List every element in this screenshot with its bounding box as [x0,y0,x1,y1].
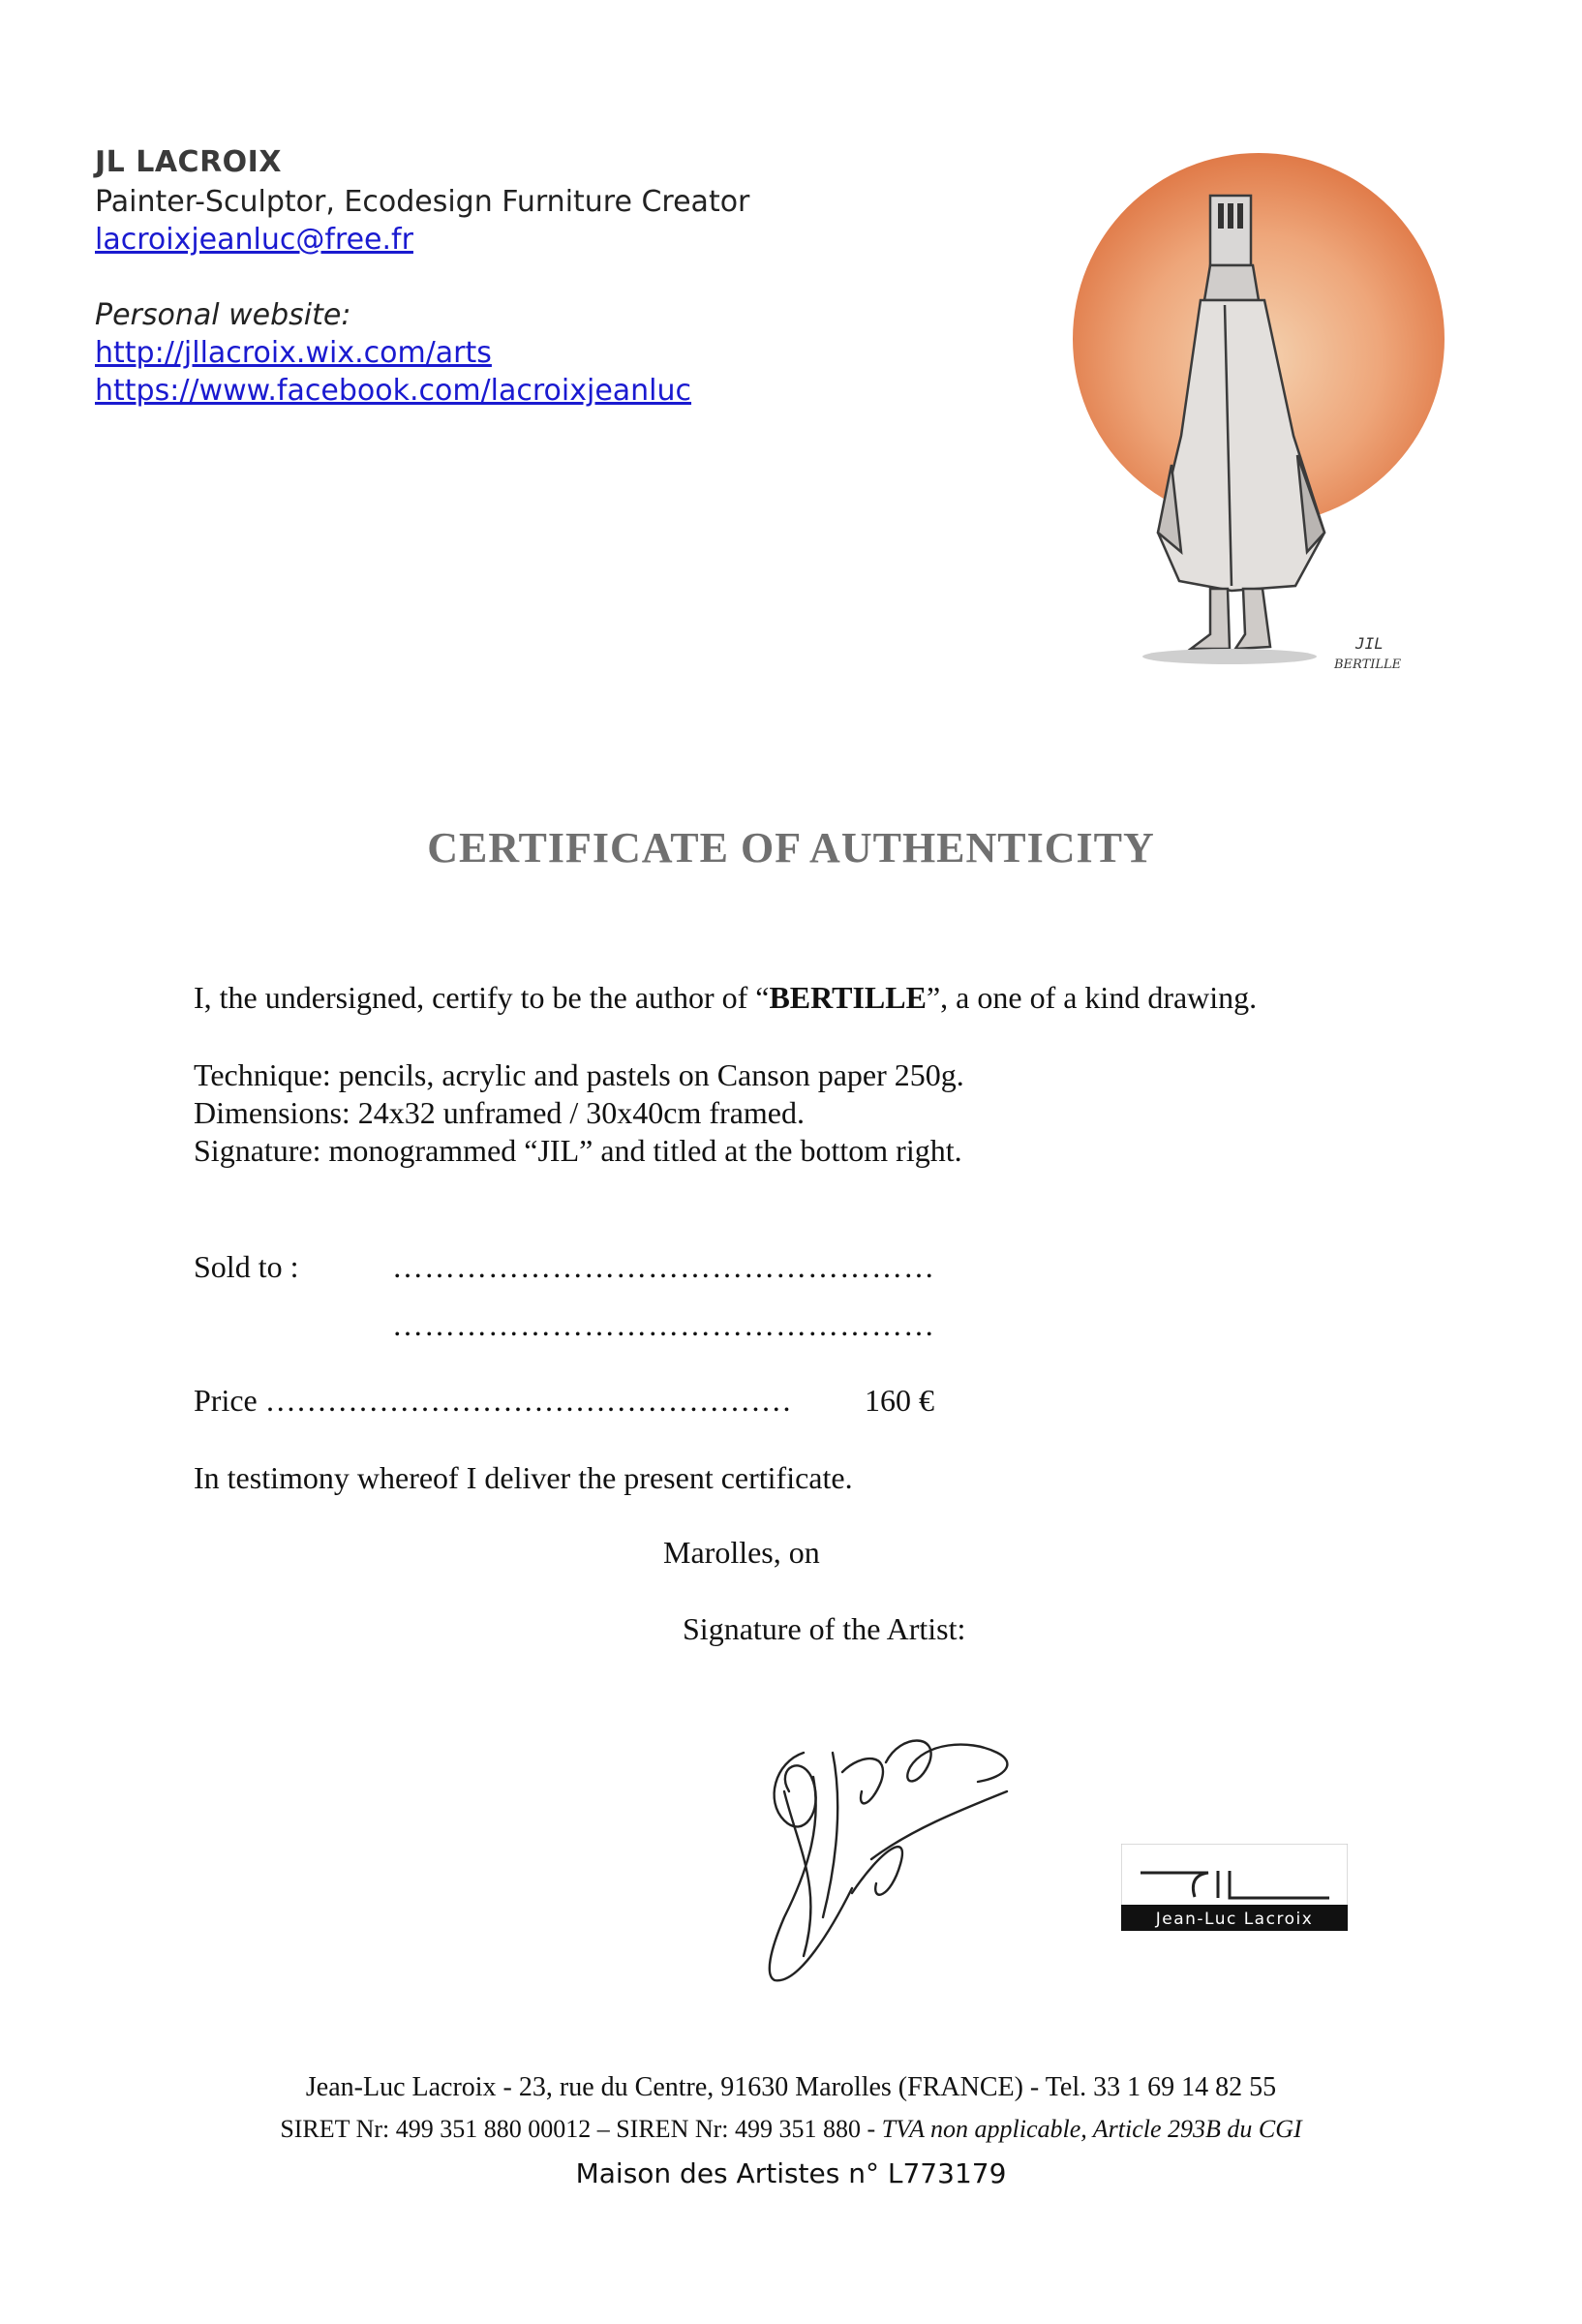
sold-to-line-1: …………………………………………… [392,1249,935,1284]
dimensions-line: Dimensions: 24x32 unframed / 30x40cm framed. [194,1095,805,1130]
artist-profession: Painter-Sculptor, Ecodesign Furniture Creator [95,185,750,219]
sold-to-label: Sold to : [194,1249,299,1284]
website-link[interactable]: http://jllacroix.wix.com/arts [95,336,492,370]
testimony-line: In testimony whereof I deliver the present certificate. [194,1460,853,1495]
certificate-title: CERTIFICATE OF AUTHENTICITY [427,824,1155,872]
footer-maison: Maison des Artistes n° L773179 [575,2157,1007,2189]
website-label: Personal website: [95,298,351,332]
stamp-logo [1121,1844,1348,1931]
place-date: Marolles, on [663,1535,820,1570]
sold-to-line-2: …………………………………………… [392,1307,935,1342]
statement-post: ”, a one of a kind drawing. [926,980,1258,1015]
artwork-illustration [1065,145,1452,688]
statement-pre: I, the undersigned, certify to be the author of “ [194,980,770,1015]
signature-note-line: Signature: monogrammed “JIL” and titled at the bottom right. [194,1133,962,1168]
footer-address: Jean-Luc Lacroix - 23, rue du Centre, 91630 Marolles (FRANCE) - Tel. 33 1 69 14 82 55 [305,2072,1277,2102]
artwork-monogram: JIL [1355,634,1384,653]
stamp-name: Jean-Luc Lacroix [1155,1910,1314,1929]
facebook-link[interactable]: https://www.facebook.com/lacroixjeanluc [95,374,692,408]
artwork-title: BERTILLE [769,980,927,1015]
stamp-monogram: JIL [1315,1865,1317,1866]
artist-header [95,145,749,410]
artist-signature [745,1695,1036,1995]
artwork-caption: BERTILLE [1334,657,1402,672]
footer-siret: SIRET Nr: 499 351 880 00012 – SIREN Nr: 499 351 880 - [280,2115,882,2143]
signature-label: Signature of the Artist: [683,1611,966,1646]
price-label: Price …………………………………………… [194,1383,792,1418]
footer-tva: TVA non applicable, Article 293B du CGI [881,2115,1302,2143]
footer-registration [0,2115,1582,2144]
statement-line [194,980,1257,1016]
technique-line: Technique: pencils, acrylic and pastels on Canson paper 250g. [194,1057,964,1092]
price-value: 160 € [865,1383,934,1418]
email-link[interactable]: lacroixjeanluc@free.fr [95,223,413,257]
artist-name: JL LACROIX [95,145,282,179]
